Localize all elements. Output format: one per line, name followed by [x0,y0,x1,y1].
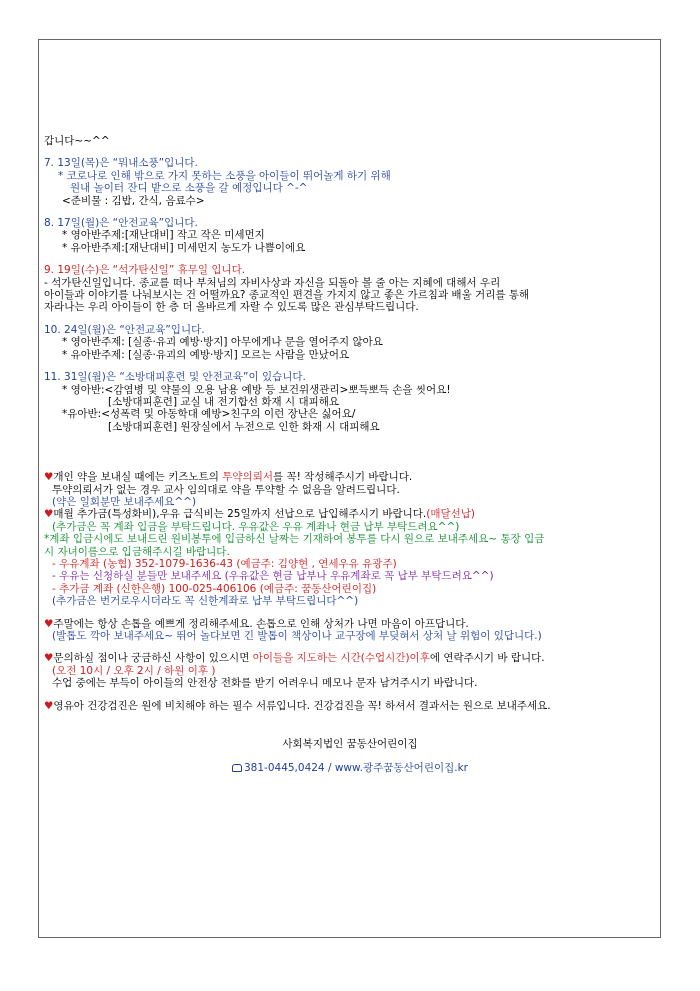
intro-line: 갑니다~~^^ [44,135,110,147]
footer-contact [44,762,656,774]
notice-medicine-highlight: 투약의뢰서 [222,471,273,484]
item-10-line2: * 유아반주제: [실종·유괴의 예방·방지] 모르는 사람을 만났어요 [62,348,350,361]
extra-fee-account: - 추가금 계좌 (신한은행) 100-025-406106 (예금주: 꿈동산어린이집) [52,582,377,595]
item-7-line2: 원내 놀이터 잔디 밭으로 소풍을 갈 예정입니다 ^-^ [70,182,308,195]
notice-contact-line3: 수업 중에는 부득이 아이들의 안전상 전화를 받기 어려우니 메모나 문자 남겨주시기 바랍니다. [52,677,478,690]
item-7-title: 7. 13일(목)은 “뭐내소풍”입니다. [44,157,198,170]
notice-fees-line2: (추가금은 꼭 계좌 입금을 부탁드립니다. 우유값은 우유 계좌나 현금 납부 부탁드려요^^) [52,520,460,533]
milk-notice: - 우유는 신청하실 분들만 보내주세요 (우유값은 현금 납부나 우유계좌로 꼭 납부 부탁드려요^^) [52,570,494,583]
footer-contact-text: 381-0445,0424 / www.광주꿈동산어린이집.kr [244,762,468,775]
notice-fees-text: 매월 추가금(특성화비),우유 급식비는 25일까지 선납으로 납입해주시기 바랍니다. [53,508,427,521]
notice-contact-text: 문의하실 점이나 궁금하신 사항이 있으시면 [53,652,253,665]
heart-icon: ♥ [44,471,54,484]
notice-contact-highlight: 아이들을 지도하는 시간(수업시간)이후 [252,652,430,665]
notice-fees-line3: *계좌 입금시에도 보내드린 원비봉투에 입금하신 날짜는 기재하여 봉투를 다시 원으로 보내주세요~ 통장 입금 [44,533,545,546]
item-7 [44,157,656,207]
item-9-line1: - 석가탄신일입니다. 종교를 떠나 부처님의 자비사상과 자신을 되돌아 볼 줄 아는 지혜에 대해서 우리 [44,276,501,289]
heart-icon: ♥ [44,699,54,712]
notice-medicine [44,471,656,508]
item-10 [44,324,656,361]
item-11-line1: * 영아반:<감염병 및 약물의 오용 남용 예방 등 보건위생관리>뽀득뽀득 손을 씻어요! [62,383,451,396]
notice-medicine-line2: 투약의뢰서가 없는 경우 교사 임의대로 약을 투약할 수 없음을 알려드립니다. [52,483,400,496]
notice-health-text: 영유아 건강검진은 원에 비치해야 하는 필수 서류입니다. 건강검진을 꼭! 하셔서 결과서는 원으로 보내주세요. [53,699,551,712]
item-9-title: 9. 19일(수)은 “석가탄신일” 휴무일 입니다. [44,264,246,277]
notice-fees-highlight: (매달선납) [426,508,476,521]
item-9 [44,264,656,314]
notice-contact-hours: (오전 10시 / 오후 2시 / 하원 이후 ) [52,664,216,677]
item-7-line1: * 코로나로 인해 밖으로 가지 못하는 소풍을 아이들이 뛰어놀게 하기 위해 [58,169,391,182]
notice-medicine-text: 개인 약을 보내실 때에는 키즈노트의 [53,471,223,484]
item-11-title: 11. 31일(월)은 “소방대피훈련 및 안전교육”이 있습니다. [44,371,306,384]
notice-nails-text: 주말에는 항상 손톱을 예쁘게 정리해주세요. 손톱으로 인해 상처가 나면 마음이 아프답니다. [53,617,469,630]
notice-nails [44,618,656,643]
item-8-line1: * 영아반주제:[재난대비] 작고 작은 미세먼지 [62,229,265,242]
notice-contact-text-end: 에 연락주시기 바 랍니다. [429,652,545,665]
heart-icon: ♥ [44,652,54,665]
item-10-line1: * 영아반주제: [실종·유괴 예방·방지] 아무에게나 문을 열어주지 않아요 [62,336,383,349]
item-11 [44,371,656,433]
item-8 [44,217,656,254]
item-8-line2: * 유아반주제:[재난대비] 미세먼지 농도가 나쁨이에요 [62,241,306,254]
milk-account: - 우유계좌 (농협) 352-1079-1636-43 (예금주: 김양현 , 연세우유 유광주) [52,557,397,570]
notice-contact [44,652,656,689]
notice-nails-line2: (발톱도 깍아 보내주세요~ 뛰어 놀다보면 긴 발톱이 책상이나 교구장에 부딪혀서 상처 날 위험이 있답니다.) [52,630,542,642]
notice-medicine-text-end: 를 꼭! 작성해주시기 바랍니다. [272,471,413,484]
notice-health [44,700,656,712]
newsletter-body [44,135,656,775]
notice-fees [44,508,656,607]
item-11-line2: [소방대피훈련] 교실 내 전기합선 화재 시 대피해요 [108,395,340,408]
footer-org: 사회복지법인 꿈동산어린이집 [282,738,418,751]
extra-fee-note: (추가금은 번거로우시더라도 꼭 신한계좌로 납부 부탁드립니다^^) [52,595,359,608]
notice-fees-line4: 시 자녀이름으로 입금해주시길 바랍니다. [44,545,230,558]
item-9-line3: 자라나는 우리 아이들이 한 층 더 올바르게 자랄 수 있도록 많은 관심부탁드립니다. [44,301,419,314]
heart-icon: ♥ [44,617,54,630]
heart-icon: ♥ [44,508,54,521]
item-11-line3: *유아반:<성폭력 및 아동학대 예방>친구의 이런 장난은 싫어요/ [62,408,356,421]
phone-icon [232,764,242,772]
item-7-line3: <준비물 : 김밥, 간식, 음료수> [62,194,205,207]
item-10-title: 10. 24일(월)은 “안전교육”입니다. [44,323,205,336]
notice-medicine-line3: (약은 일회분만 보내주세요^^) [52,495,197,508]
item-8-title: 8. 17일(월)은 “안전교육”입니다. [44,217,198,230]
footer [44,738,656,775]
item-11-line4: [소방대피훈련] 원장실에서 누전으로 인한 화재 시 대피해요 [108,420,380,433]
item-9-line2: 아이들과 이야기를 나눠보시는 건 어떨까요? 종교적인 편견을 가지지 않고 좋은 가르침과 배울 거리를 통해 [44,289,530,302]
